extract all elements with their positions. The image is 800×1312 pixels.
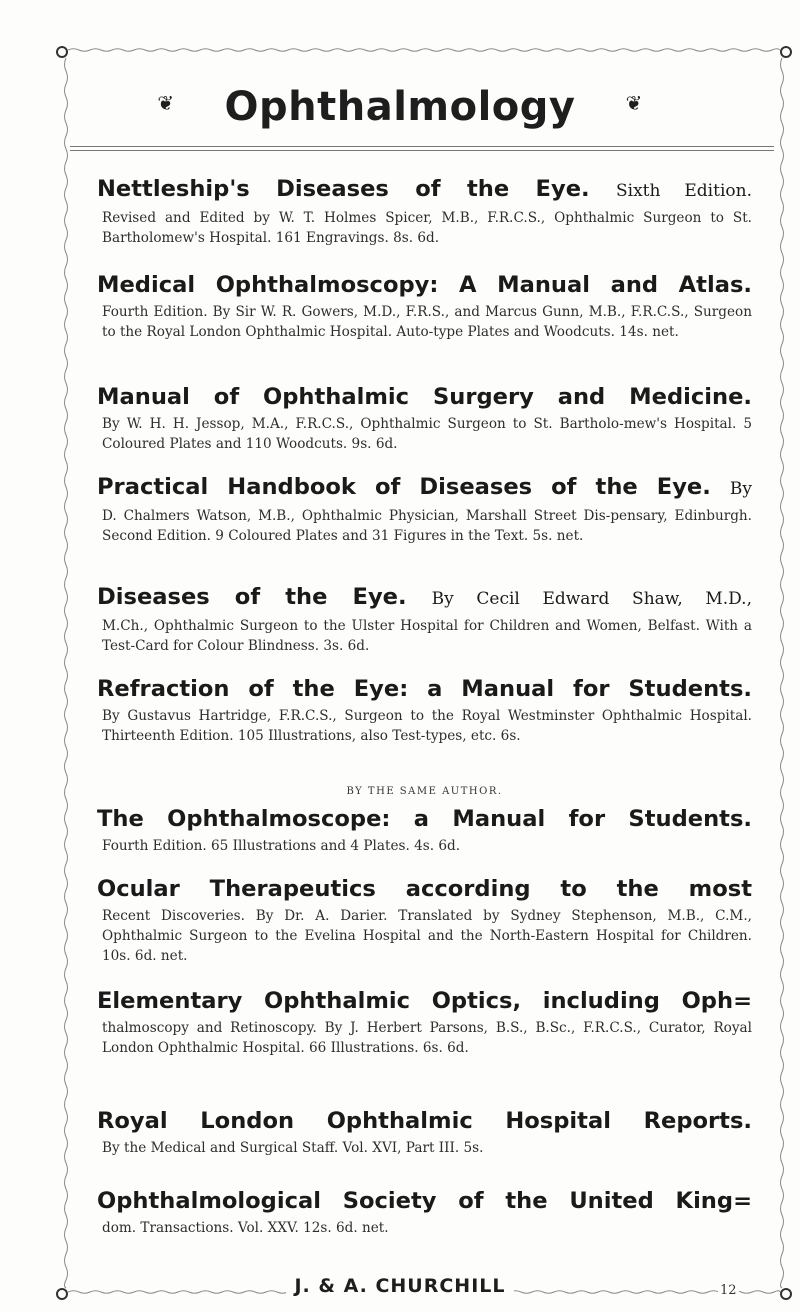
book-entry [97, 172, 752, 248]
book-entry [97, 268, 752, 342]
book-title: Elementary Ophthalmic Optics, including Oph= [97, 988, 752, 1014]
frame-right [781, 58, 784, 1288]
frame-top [68, 49, 780, 52]
book-entry [97, 872, 752, 966]
publisher-name: J. & A. CHURCHILL [286, 1275, 513, 1297]
book-entry [97, 380, 752, 454]
book-description: Fourth Edition. 65 Illustrations and 4 Plates. 4s. 6d. [102, 838, 461, 854]
heading-rule-bottom [70, 150, 774, 151]
book-title: The Ophthalmoscope: a Manual for Students. [97, 806, 752, 832]
book-description: Revised and Edited by W. T. Holmes Spicer, M.B., F.R.C.S., Ophthalmic Surgeon to St. Bartholomew's Hospital. 161 Engravings. 8s. 6d. [102, 210, 752, 246]
book-title: Royal London Ophthalmic Hospital Reports. [97, 1108, 752, 1134]
book-description: Recent Discoveries. By Dr. A. Darier. Translated by Sydney Stephenson, M.B., C.M., Ophthalmic Surgeon to the Evelina Hospital and the North-Eastern Hospital for Children. 10s. 6d. net. [102, 908, 752, 964]
leaf-ornament-right: ❦ [625, 91, 643, 115]
book-entry [97, 984, 752, 1058]
book-entry [97, 802, 752, 856]
book-description: By Gustavus Hartridge, F.R.C.S., Surgeon to the Royal Westminster Ophthalmic Hospital. Thirteenth Edition. 105 Illustrations, also Test-types, etc. 6s. [102, 708, 752, 744]
heading-rule-top [70, 146, 774, 147]
book-entry [97, 1104, 752, 1158]
page-number: 12 [720, 1283, 737, 1298]
book-entry [97, 672, 752, 746]
book-title: Manual of Ophthalmic Surgery and Medicine. [97, 384, 752, 410]
frame-left [65, 58, 68, 1288]
book-description: D. Chalmers Watson, M.B., Ophthalmic Physician, Marshall Street Dis-pensary, Edinburgh. Second Edition. 9 Coloured Plates and 31 Figures in the Text. 5s. net. [102, 508, 752, 544]
book-entry [97, 580, 752, 656]
book-description: Fourth Edition. By Sir W. R. Gowers, M.D., F.R.S., and Marcus Gunn, M.B., F.R.C.S., Surgeon to the Royal London Ophthalmic Hospital. Auto-type Plates and Woodcuts. 14s. net. [102, 304, 752, 340]
publisher-footer [0, 1275, 800, 1297]
book-title: Refraction of the Eye: a Manual for Students. [97, 676, 752, 702]
page-title: Ophthalmology [224, 84, 576, 130]
book-description: dom. Transactions. Vol. XXV. 12s. 6d. net. [102, 1220, 389, 1236]
book-entry [97, 470, 752, 546]
book-title: Practical Handbook of Diseases of the Eye. By [97, 474, 752, 500]
book-title: Nettleship's Diseases of the Eye. Sixth Edition. [97, 176, 752, 202]
book-description: By W. H. H. Jessop, M.A., F.R.C.S., Ophthalmic Surgeon to St. Bartholo-mew's Hospital. 5 Coloured Plates and 110 Woodcuts. 9s. 6d. [102, 416, 752, 452]
book-title: Ocular Therapeutics according to the most [97, 876, 752, 902]
book-description: thalmoscopy and Retinoscopy. By J. Herbert Parsons, B.S., B.Sc., F.R.C.S., Curator, Royal London Ophthalmic Hospital. 66 Illustrations. 6s. 6d. [102, 1020, 752, 1056]
page-heading [0, 84, 800, 130]
book-description: M.Ch., Ophthalmic Surgeon to the Ulster Hospital for Children and Women, Belfast. With a Test-Card for Colour Blindness. 3s. 6d. [102, 618, 752, 654]
book-title: Diseases of the Eye. By Cecil Edward Shaw, M.D., [97, 584, 752, 610]
book-title: Ophthalmological Society of the United King= [97, 1188, 752, 1214]
corner-ring-top-left [57, 47, 67, 57]
book-title: Medical Ophthalmoscopy: A Manual and Atlas. [97, 272, 752, 298]
corner-ring-top-right [781, 47, 791, 57]
same-author-subhead: BY THE SAME AUTHOR. [346, 786, 503, 797]
book-entry [97, 1184, 752, 1238]
book-description: By the Medical and Surgical Staff. Vol. XVI, Part III. 5s. [102, 1140, 484, 1156]
leaf-ornament-left: ❦ [157, 91, 175, 115]
